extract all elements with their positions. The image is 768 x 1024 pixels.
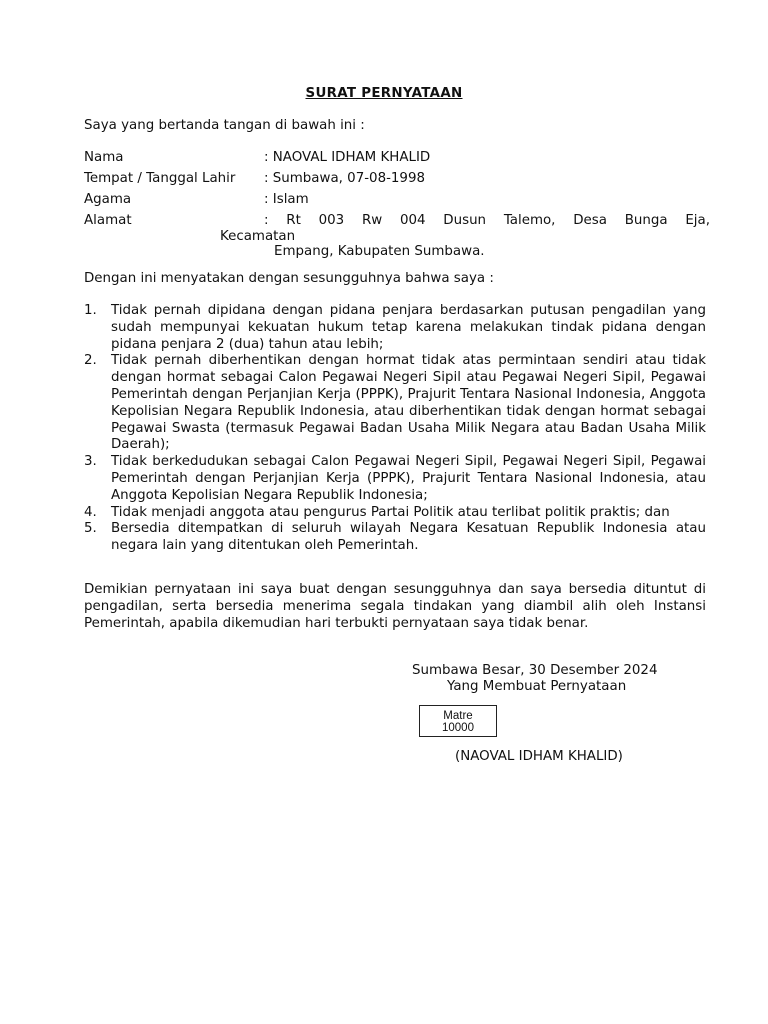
alamat-word: Rt <box>286 213 301 228</box>
stamp-box <box>419 705 497 737</box>
stamp-line-1: Matre <box>443 710 473 722</box>
nama-label: Nama <box>84 150 124 165</box>
list-item-text: Tidak pernah diberhentikan dengan hormat tidak atas permintaan sendiri atau tidak dengan hormat sebagai Calon Pegawai Negeri Sipil atau Pegawai Negeri Sipil, Pegawai Pemerintah dengan Perjanjian Kerja (PPPK), Prajurit Tentara Nasional Indonesia, Anggota Kepolisian Negara Republik Indonesia, atau diberhentikan tidak dengan hormat sebagai Pegawai Swasta (termasuk Pegawai Badan Usaha Milik Negara atau Badan Usaha Milik Daerah); <box>111 353 706 453</box>
nama-value: : NAOVAL IDHAM KHALID <box>264 150 431 165</box>
list-item-text: Tidak menjadi anggota atau pengurus Partai Politik atau terlibat politik praktis; dan <box>111 504 670 520</box>
signature-role: Yang Membuat Pernyataan <box>447 679 627 694</box>
intro-text: Saya yang bertanda tangan di bawah ini : <box>84 118 365 133</box>
alamat-word: Dusun <box>443 213 487 228</box>
alamat-line-3: Empang, Kabupaten Sumbawa. <box>274 244 485 259</box>
alamat-line-1 <box>264 213 710 228</box>
list-item <box>84 454 706 504</box>
statement-intro: Dengan ini menyatakan dengan sesungguhnya bahwa saya : <box>84 271 494 286</box>
statement-list <box>84 303 706 555</box>
alamat-word: Rw <box>361 213 383 228</box>
alamat-word: Desa <box>573 213 607 228</box>
closing-paragraph: Demikian pernyataan ini saya buat dengan sesungguhnya dan saya bersedia dituntut di pengadilan, serta bersedia menerima segala tindakan yang diambil alih oleh Instansi Pemerintah, apabila dikemudian hari terbukti pernyataan saya tidak benar. <box>84 582 706 631</box>
stamp-line-2: 10000 <box>442 722 474 734</box>
agama-value: : Islam <box>264 192 309 207</box>
alamat-word: : <box>264 213 269 228</box>
list-item <box>84 521 706 555</box>
list-item-number: 5. <box>84 521 97 537</box>
list-item <box>84 303 706 353</box>
signature-place-date: Sumbawa Besar, 30 Desember 2024 <box>412 663 658 678</box>
ttl-value: : Sumbawa, 07-08-1998 <box>264 171 425 186</box>
list-item-text: Tidak pernah dipidana dengan pidana penjara berdasarkan putusan pengadilan yang sudah mempunyai kekuatan hukum tetap karena melakukan tindak pidana dengan pidana penjara 2 (dua) tahun atau lebih; <box>111 303 706 352</box>
agama-label: Agama <box>84 192 132 207</box>
list-item <box>84 353 706 454</box>
alamat-word: Talemo, <box>503 213 556 228</box>
ttl-label: Tempat / Tanggal Lahir <box>84 171 236 186</box>
alamat-word: Bunga <box>624 213 668 228</box>
list-item-number: 4. <box>84 504 97 520</box>
list-item <box>84 505 706 522</box>
list-item-number: 1. <box>84 303 97 318</box>
signatory-name: (NAOVAL IDHAM KHALID) <box>455 749 623 764</box>
alamat-word: 004 <box>399 213 426 228</box>
list-item-text: Bersedia ditempatkan di seluruh wilayah Negara Kesatuan Republik Indonesia atau negara lain yang ditentukan oleh Pemerintah. <box>111 521 706 554</box>
alamat-label: Alamat <box>84 213 132 228</box>
list-item-number: 3. <box>84 454 97 470</box>
alamat-word: Eja, <box>685 213 710 228</box>
list-item-text: Tidak berkedudukan sebagai Calon Pegawai Negeri Sipil, Pegawai Negeri Sipil, Pegawai Pemerintah dengan Perjanjian Kerja (PPPK), Prajurit Tentara Nasional Indonesia, atau Anggota Kepolisian Negara Republik Indonesia; <box>111 454 706 503</box>
list-item-number: 2. <box>84 353 97 369</box>
alamat-line-2: Kecamatan <box>220 229 296 244</box>
alamat-word: 003 <box>318 213 345 228</box>
document-title: SURAT PERNYATAAN <box>305 86 463 101</box>
